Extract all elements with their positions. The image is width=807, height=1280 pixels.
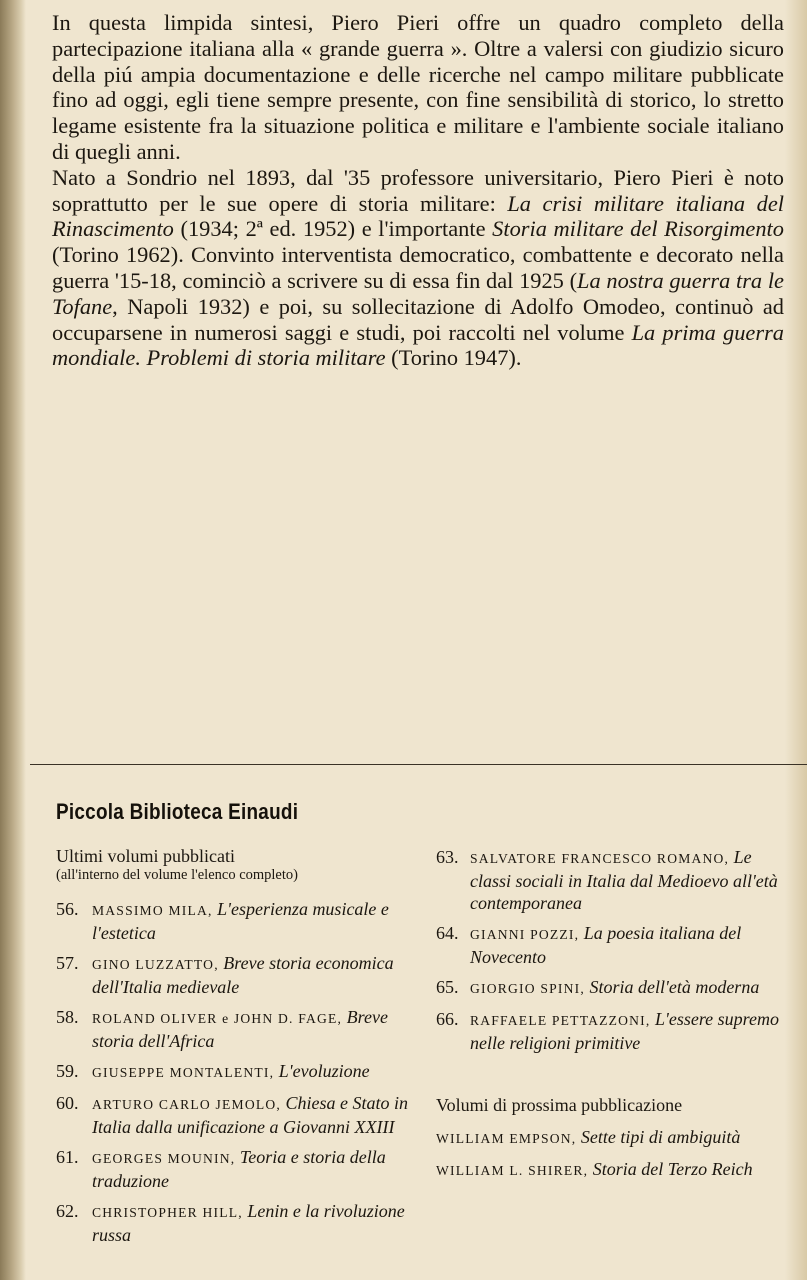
volume-title: L'essere supremo nelle religioni primitive (470, 1009, 780, 1053)
volume-entry (56, 1092, 408, 1138)
upcoming-volume-entry (436, 1126, 788, 1150)
volume-author: GIANNI POZZI, (470, 927, 580, 942)
bio-text-run: (Torino 1962). Convinto interventista democratico, combattente e decorato nella guerra '15-18, cominciò a scrivere su di essa fin dal 1925 ( (52, 242, 784, 293)
upcoming-volumes-list (436, 1126, 788, 1182)
volume-title: Breve storia economica dell'Italia medievale (92, 953, 394, 997)
volume-title: Breve storia dell'Africa (92, 1007, 388, 1051)
volume-entry (56, 1060, 408, 1084)
volume-number: 63. (436, 847, 459, 867)
bio-text-run: Nato a Sondrio nel 1893, dal '35 professore universitario, Piero Pieri è noto soprattutto per le sue opere di storia militare: (52, 164, 784, 216)
volume-entry (436, 976, 788, 1000)
volume-author: RAFFAELE PETTAZZONI, (470, 1013, 651, 1028)
volume-number: 56. (56, 899, 79, 919)
volume-number: 61. (56, 1147, 79, 1167)
volume-title: L'esperienza musicale e l'estetica (92, 899, 389, 943)
blurb-paragraph-1: In questa limpida sintesi, Piero Pieri offre un quadro completo della partecipazione italiana alla « grande guerra ». Oltre a valersi con giudizio sicuro della piú ampia documentazione e delle ricerche nel campo militare pubblicate fino ad oggi, egli tiene sempre presente, con fine sensibilità di storico, lo stretto legame esistente fra la situazione politica e militare e l'ambiente sociale italiano di quegli anni. (52, 10, 784, 164)
volume-author: ARTURO CARLO JEMOLO, (92, 1097, 281, 1112)
volume-author: WILLIAM L. SHIRER, (436, 1163, 589, 1178)
volume-title: Storia dell'età moderna (589, 977, 760, 997)
volume-entry (56, 1200, 408, 1246)
volume-entry (56, 1006, 408, 1052)
volume-entry (436, 922, 788, 968)
volume-author: GIUSEPPE MONTALENTI, (92, 1065, 275, 1080)
volume-title: Storia del Terzo Reich (592, 1159, 753, 1179)
book-description (52, 10, 784, 371)
volume-title: Chiesa e Stato in Italia dalla unificazione a Giovanni XXIII (92, 1093, 408, 1137)
recent-volumes-heading: Ultimi volumi pubblicati (56, 846, 235, 866)
volume-entry (56, 898, 408, 944)
volume-author: SALVATORE FRANCESCO ROMANO, (470, 851, 730, 866)
bio-text-run: (1934; 2ª ed. 1952) e l'importante (173, 216, 493, 242)
volume-number: 57. (56, 953, 79, 973)
book-title-citation: La nostra guerra tra le Tofane (52, 267, 784, 319)
book-title-citation: La crisi militare italiana del Rinascimento (52, 190, 785, 242)
volume-number: 59. (56, 1061, 79, 1081)
bio-text-run: (Torino 1947). (385, 345, 522, 371)
recent-volumes-list-left (56, 898, 408, 1246)
volume-entry (436, 1008, 788, 1054)
volume-entry (56, 1146, 408, 1192)
upcoming-volume-entry (436, 1158, 788, 1182)
volume-number: 60. (56, 1093, 79, 1113)
series-title: Piccola Biblioteca Einaudi (56, 799, 299, 824)
author-bio-paragraph (52, 165, 784, 371)
upcoming-volumes-heading: Volumi di prossima pubblicazione (436, 1095, 683, 1115)
volume-author: CHRISTOPHER HILL, (92, 1205, 243, 1220)
volume-entry (436, 846, 788, 914)
volume-title: La poesia italiana del Novecento (470, 923, 742, 967)
volume-author: GIORGIO SPINI, (470, 981, 585, 996)
book-spine-shadow (0, 0, 26, 1280)
recent-volumes-list-right (436, 846, 788, 1054)
volume-author: GEORGES MOUNIN, (92, 1151, 236, 1166)
page-edge (785, 0, 807, 1280)
volume-number: 62. (56, 1201, 79, 1221)
volume-author: WILLIAM EMPSON, (436, 1131, 577, 1146)
volume-title: L'evoluzione (278, 1061, 370, 1081)
volume-number: 66. (436, 1009, 459, 1029)
volume-title: Le classi sociali in Italia dal Medioevo all'età contemporanea (470, 847, 778, 913)
volume-number: 64. (436, 923, 459, 943)
section-divider (30, 764, 807, 765)
volume-title: Lenin e la rivoluzione russa (92, 1201, 405, 1245)
volume-entry (56, 952, 408, 998)
volume-title: Sette tipi di ambiguità (580, 1127, 741, 1147)
volume-number: 58. (56, 1007, 79, 1027)
recent-volumes-left-column (56, 846, 408, 1254)
volume-author: ROLAND OLIVER e JOHN D. FAGE, (92, 1011, 343, 1026)
volume-number: 65. (436, 977, 459, 997)
volume-author: GINO LUZZATTO, (92, 957, 219, 972)
bio-text-run: , Napoli 1932) e poi, su sollecitazione di Adolfo Omodeo, continuò ad occuparsene in numerosi saggi e studi, poi raccolti nel volume (52, 293, 784, 345)
volume-author: MASSIMO MILA, (92, 903, 213, 918)
book-title-citation: La prima guerra mondiale. Problemi di storia militare (52, 319, 784, 371)
volume-title: Teoria e storia della traduzione (92, 1147, 386, 1191)
book-title-citation: Storia militare del Risorgimento (492, 216, 784, 242)
recent-volumes-note: (all'interno del volume l'elenco completo) (56, 867, 298, 883)
recent-volumes-right-column (436, 846, 788, 1190)
